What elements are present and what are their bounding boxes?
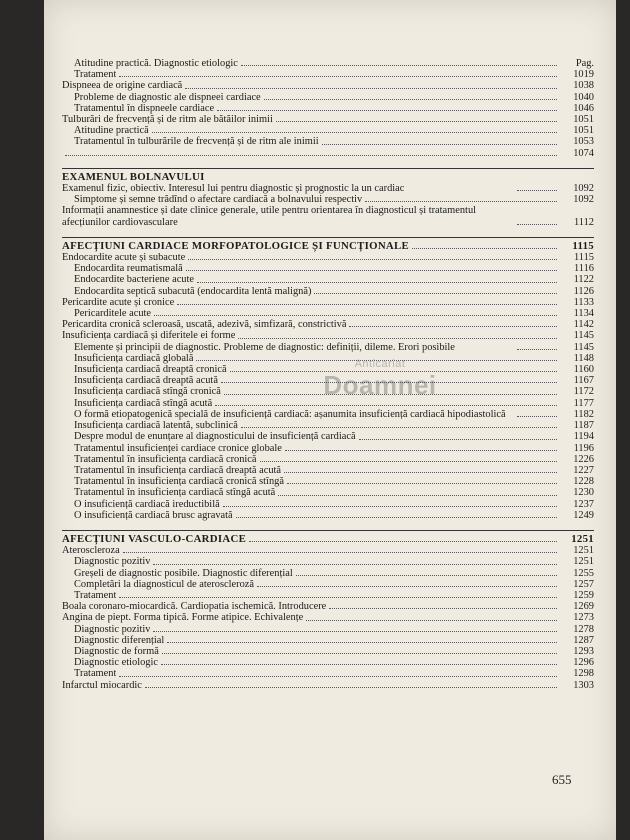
toc-entry-page: 1226 <box>573 453 594 465</box>
toc-section-heading <box>62 237 594 252</box>
toc-entry-title: Tulburări de frecvență și de ritm ale bătăilor inimii <box>62 114 273 126</box>
toc-entry-title: Endocardita reumatismală <box>74 263 183 275</box>
toc-dot-leader <box>517 190 557 191</box>
toc-entry <box>62 205 594 227</box>
toc-entry <box>62 680 594 691</box>
toc-entry-page: 1182 <box>573 408 594 420</box>
toc-entry-page: 1251 <box>571 532 594 545</box>
toc-dot-leader <box>517 416 557 417</box>
toc-entry-page: 1251 <box>573 545 594 557</box>
toc-entry-page: 1053 <box>573 136 594 148</box>
toc-entry <box>62 657 594 668</box>
toc-dot-leader <box>365 201 557 202</box>
toc-entry-title: Diagnostic diferențial <box>74 634 165 646</box>
toc-entry-title: Diagnostic etiologic <box>74 657 158 669</box>
toc-section-heading <box>62 530 594 545</box>
toc-dot-leader <box>188 259 557 260</box>
toc-dot-leader <box>517 224 557 225</box>
toc-dot-leader <box>215 405 557 406</box>
toc-entry-title: Diagnostic pozitiv <box>74 556 151 568</box>
toc-entry-page: 1278 <box>573 623 594 635</box>
toc-entry <box>62 125 594 136</box>
toc-entry <box>62 601 594 612</box>
toc-entry <box>62 624 594 635</box>
toc-entry-title: Tratament <box>74 668 117 680</box>
toc-entry-title: Insuficiența cardiacă dreaptă cronică <box>74 364 227 376</box>
toc-entry <box>62 465 594 476</box>
toc-entry-page: 1142 <box>573 319 594 331</box>
toc-entry-page: 1116 <box>573 263 594 275</box>
toc-entry-title: Despre modul de enunțare al diagnosticului de insuficiență cardiacă <box>74 431 356 443</box>
toc-entry-page: 1040 <box>573 91 594 103</box>
toc-entry <box>62 263 594 274</box>
toc-entry-page: 1296 <box>573 657 594 669</box>
toc-entry-title: Informații anamnestice și date clinice generale, utile pentru orientarea în diagnosticul și tratamentul afecțiunilor cardiovasculare <box>62 205 477 228</box>
toc-entry-title: Tratamentul în tulburările de frecvență și de ritm ale inimii <box>74 136 319 148</box>
toc-entry <box>62 114 594 125</box>
toc-dot-leader <box>241 427 557 428</box>
toc-entry <box>62 545 594 556</box>
toc-entry-page: 1259 <box>573 589 594 601</box>
toc-dot-leader <box>161 664 557 665</box>
toc-entry-title: Atitudine practică <box>74 125 149 137</box>
toc-dot-leader <box>217 110 557 111</box>
toc-entry <box>62 80 594 91</box>
toc-dot-leader <box>238 338 557 339</box>
toc-entry <box>62 92 594 103</box>
toc-dot-leader <box>359 439 557 440</box>
toc-entry-title: Tratamentul în insuficiența cardiacă stîngă acută <box>74 487 276 499</box>
toc-entry-page: 1298 <box>573 668 594 680</box>
toc-entry-title: Endocardita septică subacută (endocardita lentă malignă) <box>74 285 312 297</box>
toc-entry-title: Pericardite acute și cronice <box>62 296 175 308</box>
toc-entry-title: Tratamentul în insuficiența cardiacă cronică <box>74 453 257 465</box>
toc-entry <box>62 635 594 646</box>
toc-dot-leader <box>236 517 557 518</box>
toc-dot-leader <box>329 608 557 609</box>
toc-dot-leader <box>257 586 557 587</box>
toc-entry <box>62 148 594 159</box>
toc-entry-title: O insuficiență cardiacă ireductibilă <box>74 498 220 510</box>
toc-entry-page: 1172 <box>573 386 594 398</box>
toc-entry-title: AFECȚIUNI CARDIACE MORFOPATOLOGICE ȘI FUNCȚIONALE <box>62 240 410 252</box>
toc-entry <box>62 590 594 601</box>
toc-dot-leader <box>152 132 557 133</box>
toc-entry-title: Ateroscleroza <box>62 545 120 557</box>
toc-entry-page: 1196 <box>573 442 594 454</box>
toc-entry-page: 1249 <box>573 509 594 521</box>
toc-entry <box>62 274 594 285</box>
toc-entry-title: Insuficiența cardiacă latentă, subclinică <box>74 420 238 432</box>
toc-dot-leader <box>223 506 557 507</box>
toc-entry-page: 1148 <box>573 352 594 364</box>
toc-dot-leader <box>296 575 557 576</box>
toc-entry <box>62 297 594 308</box>
toc-entry-title: Insuficiența cardiacă dreaptă acută <box>74 375 218 387</box>
toc-entry-page: 1160 <box>573 364 594 376</box>
toc-dot-leader <box>278 495 557 496</box>
toc-dot-leader <box>276 121 557 122</box>
toc-entry-page: 1187 <box>573 420 594 432</box>
toc-entry <box>62 194 594 205</box>
toc-dot-leader <box>322 144 557 145</box>
toc-entry <box>62 252 594 263</box>
toc-entry-page: 1194 <box>573 431 594 443</box>
toc-entry-title: Dispneea de origine cardiacă <box>62 80 183 92</box>
toc-dot-leader <box>517 349 557 350</box>
toc-dot-leader <box>287 483 557 484</box>
toc-entry <box>62 443 594 454</box>
toc-entry-title: Tratamentul în insuficiența cardiacă cronică stîngă <box>74 476 284 488</box>
toc-dot-leader <box>119 76 557 77</box>
toc-entry <box>62 319 594 330</box>
toc-entry-page: 1122 <box>573 274 594 286</box>
toc-dot-leader <box>285 450 557 451</box>
toc-entry-page: 1038 <box>573 80 594 92</box>
toc-dot-leader <box>153 631 557 632</box>
toc-entry-title: O insuficiență cardiacă brusc agravată <box>74 509 233 521</box>
toc-entry <box>62 308 594 319</box>
toc-entry-page: 1115 <box>573 252 594 264</box>
toc-entry-title: Diagnostic pozitiv <box>74 623 151 635</box>
book-page <box>44 0 616 840</box>
toc-dot-leader <box>264 99 557 100</box>
toc-entry-title: Simptome și semne trădînd o afectare cardiacă a bolnavului respectiv <box>74 194 363 206</box>
toc-entry <box>62 476 594 487</box>
toc-entry-page: 1251 <box>573 556 594 568</box>
toc-entry-page: 1126 <box>573 285 594 297</box>
toc-dot-leader <box>249 541 557 542</box>
toc-entry-page: 1230 <box>573 487 594 499</box>
toc-entry <box>62 510 594 521</box>
toc-entry-title: EXAMENUL BOLNAVULUI <box>62 171 205 183</box>
toc-entry <box>62 342 594 353</box>
toc-entry <box>62 612 594 623</box>
toc-entry-page: 1177 <box>573 397 594 409</box>
watermark-small-text: Anticariat <box>354 358 406 370</box>
toc-entry-title: Probleme de diagnostic ale dispneei cardiace <box>74 91 261 103</box>
toc-entry-title: O formă etiopatogenică specială de insuficiență cardiacă: așanumita insuficiență cardiacă hipodiastolică <box>74 408 506 420</box>
pag-label: Pag. <box>575 58 594 69</box>
toc-dot-leader <box>306 620 557 621</box>
toc-entry-page: 1293 <box>573 645 594 657</box>
toc-entry <box>62 454 594 465</box>
toc-entry <box>62 69 594 80</box>
toc-entry-page: 1237 <box>573 498 594 510</box>
toc-entry-page: 1115 <box>572 239 594 252</box>
toc-entry-page: 1051 <box>573 114 594 126</box>
toc-dot-leader <box>185 88 557 89</box>
toc-dot-leader <box>186 270 557 271</box>
toc-dot-leader <box>284 472 557 473</box>
toc-entry-page: 1092 <box>573 183 594 195</box>
toc-entry-title: AFECȚIUNI VASCULO-CARDIACE <box>62 533 247 545</box>
toc-entry <box>62 183 594 194</box>
toc-entry-title: Tratamentul în dispneele cardiace <box>74 102 215 114</box>
toc-dot-leader <box>241 65 557 66</box>
toc-entry-page: 1112 <box>573 216 594 228</box>
toc-dot-leader <box>123 552 557 553</box>
page-number: 655 <box>552 772 572 787</box>
toc-entry-title: Pericarditele acute <box>74 308 152 320</box>
toc-entry <box>62 103 594 114</box>
toc-entry-page: 1092 <box>573 194 594 206</box>
toc-entry <box>62 420 594 431</box>
toc-entry-page: 1074 <box>573 147 594 159</box>
toc-entry-title: Insuficiența cardiacă globală <box>74 352 194 364</box>
toc-dot-leader <box>162 653 557 654</box>
toc-entry-title: Tratamentul în insuficiența cardiacă dreaptă acută <box>74 464 282 476</box>
toc-entry-title: Completări la diagnosticul de ateroscleroză <box>74 578 255 590</box>
toc-entry-page: 1145 <box>573 330 594 342</box>
toc-entry-title: Diagnostic de formă <box>74 645 159 657</box>
toc-entry-title: Atitudine practică. Diagnostic etiologic <box>74 58 238 69</box>
toc-entry-page: 1145 <box>573 341 594 353</box>
toc-entry-title: Insuficiența cardiacă stîngă cronică <box>74 386 221 398</box>
toc-dot-leader <box>260 461 557 462</box>
toc-dot-leader <box>412 248 557 249</box>
toc-entry <box>62 431 594 442</box>
toc-entry-page: 1046 <box>573 102 594 114</box>
toc-entry-title: Angina de piept. Forma tipică. Forme atipice. Echivalențe <box>62 612 304 624</box>
toc-entry-page: 1133 <box>573 296 594 308</box>
toc-entry-title: Tratament <box>74 589 117 601</box>
toc-entry-page: 1228 <box>573 476 594 488</box>
toc-entry-title: Elemente și principii de diagnostic. Probleme de diagnostic: definiții, dileme. Erori posibile <box>74 341 455 353</box>
toc-entry-title: Tratamentul insuficienței cardiace cronice globale <box>74 442 282 454</box>
toc-dot-leader <box>145 687 557 688</box>
watermark-big-text: Doamnei <box>323 370 437 400</box>
toc-entry-title: Endocardite acute și subacute <box>62 252 186 264</box>
toc-entry-page: 1134 <box>573 308 594 320</box>
toc-entry <box>62 568 594 579</box>
toc-entry-title: Boala coronaro-miocardică. Cardiopatia ischemică. Introducere <box>62 601 327 613</box>
toc-entry-title: Greșeli de diagnostic posibile. Diagnostic diferențial <box>74 567 293 579</box>
toc-entry <box>62 58 594 69</box>
toc-entry-title: Pericardita cronică scleroasă, uscată, adezivă, simfizară, constrictivă <box>62 319 347 331</box>
toc-entry-title: Insuficiența cardiacă și diferitele ei forme <box>62 330 236 342</box>
toc-dot-leader <box>177 304 557 305</box>
toc-entry-page: 1051 <box>573 125 594 137</box>
toc-dot-leader <box>154 315 557 316</box>
toc-entry-page: 1273 <box>573 612 594 624</box>
toc-dot-leader <box>119 676 557 677</box>
toc-dot-leader <box>167 642 557 643</box>
toc-entry <box>62 286 594 297</box>
toc-entry <box>62 136 594 147</box>
toc-entry-title: Infarctul miocardic <box>62 679 142 691</box>
toc-section-heading <box>62 168 594 183</box>
toc-entry <box>62 556 594 567</box>
toc-entry <box>62 668 594 679</box>
watermark-logo <box>320 358 440 401</box>
toc-entry <box>62 409 594 420</box>
toc-dot-leader <box>197 282 557 283</box>
toc-entry-page: 1019 <box>573 69 594 81</box>
toc-dot-leader <box>65 155 557 156</box>
toc-entry-page: 1269 <box>573 601 594 613</box>
toc-dot-leader <box>119 597 557 598</box>
toc-entry-page: 1255 <box>573 567 594 579</box>
toc-entry <box>62 499 594 510</box>
toc-entry-page: 1257 <box>573 578 594 590</box>
toc-entry <box>62 646 594 657</box>
toc-entry <box>62 579 594 590</box>
toc-entry-page: 1167 <box>573 375 594 387</box>
toc-entry-page: 1303 <box>573 679 594 691</box>
toc-entry-title: Tratament <box>74 69 117 81</box>
toc-entry-page: 1287 <box>573 634 594 646</box>
toc-dot-leader <box>314 293 557 294</box>
toc-entry-title: Insuficiența cardiacă stîngă acută <box>74 397 213 409</box>
toc-entry-title: Examenul fizic, obiectiv. Interesul lui pentru diagnostic și prognostic la un cardiac <box>62 183 405 195</box>
toc-entry-page: 1227 <box>573 464 594 476</box>
toc-dot-leader <box>153 564 557 565</box>
toc-entry-title: Endocardite bacteriene acute <box>74 274 194 286</box>
toc-dot-leader <box>349 326 557 327</box>
toc-entry <box>62 330 594 341</box>
toc-entry <box>62 487 594 498</box>
